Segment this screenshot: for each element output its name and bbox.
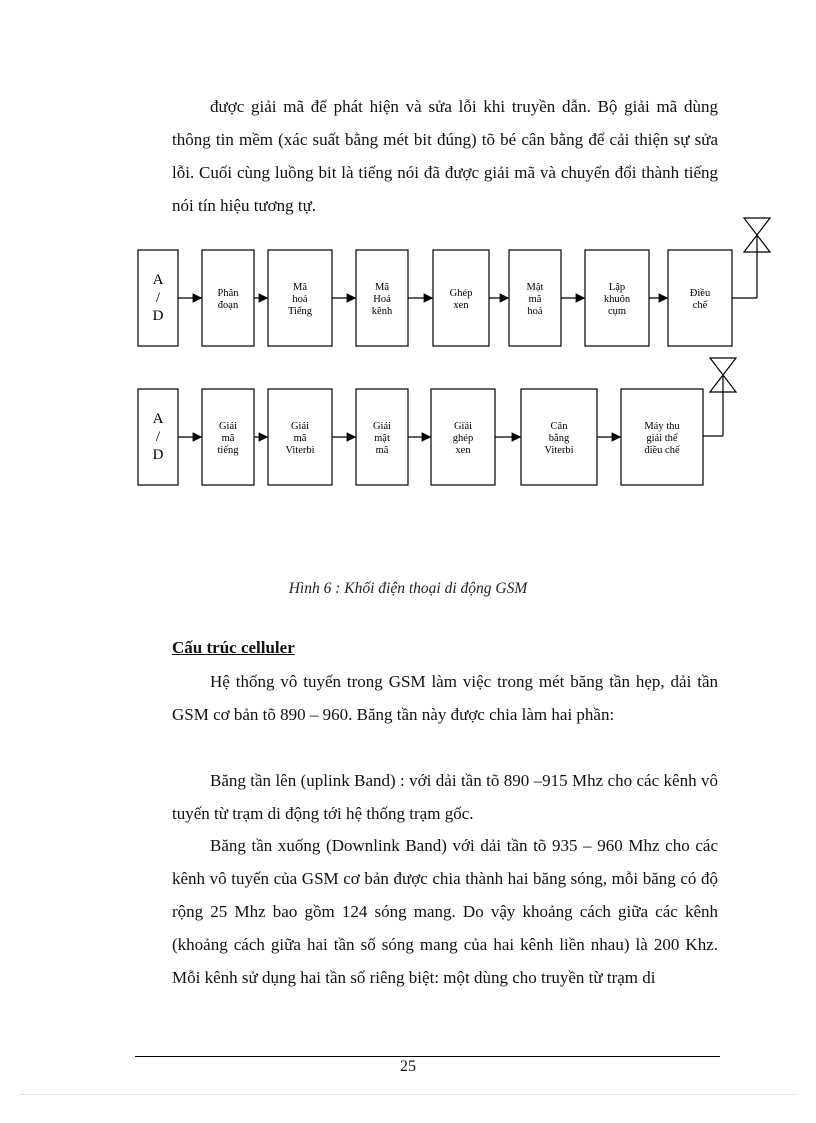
tx-block-1-label: A bbox=[152, 272, 164, 288]
rx-block-3-label: mã bbox=[293, 433, 307, 444]
tx-block-3-label: hoá bbox=[292, 294, 308, 305]
rx-block-5-label: Giải bbox=[453, 421, 473, 432]
receive-chain bbox=[138, 389, 703, 485]
rx-block-3-label: Giải bbox=[290, 421, 310, 432]
tx-block-8-label: Điều bbox=[689, 288, 711, 299]
rx-block-5-label: ghép bbox=[452, 433, 474, 444]
page-boundary bbox=[20, 1094, 796, 1095]
tx-block-3-label: Mã bbox=[293, 282, 307, 293]
paragraph-1: Hệ thống vô tuyến trong GSM làm việc trong mét băng tần hẹp, dải tần GSM cơ bản tõ 890 – 960. Băng tần này được chia làm hai phần: bbox=[172, 672, 718, 724]
tx-block-4-label: Mã bbox=[375, 282, 389, 293]
rx-block-3-label: Viterbi bbox=[285, 445, 315, 456]
rx-block-7-label: điều chế bbox=[644, 445, 680, 456]
tx-block-4-label: Hoá bbox=[373, 294, 391, 305]
tx-block-1-label: / bbox=[155, 290, 161, 306]
rx-antenna-icon bbox=[703, 358, 736, 436]
rx-block-4-label: mật bbox=[374, 433, 390, 444]
footer-divider bbox=[135, 1056, 720, 1057]
section-heading: Cấu trúc celluler bbox=[172, 638, 295, 657]
rx-block-1-label: D bbox=[152, 447, 164, 463]
page-number: 25 bbox=[400, 1058, 416, 1075]
tx-block-7-label: cụm bbox=[607, 306, 627, 317]
tx-antenna-icon bbox=[732, 218, 770, 298]
rx-block-7-label: giải thể bbox=[646, 433, 678, 444]
tx-block-8-label: chế bbox=[692, 300, 708, 311]
intro-line-3: bằng để cải thiện sự sửa lỗi. Cuối cùng luồng bit là tiếng nói đã bbox=[172, 130, 719, 182]
intro-line-2: mã dùng thông tin mềm (xác suất bằng mét bit đúng) tõ bé cân bbox=[172, 97, 718, 149]
tx-block-1-label: D bbox=[152, 308, 164, 324]
rx-block-2-label: Giải bbox=[218, 421, 238, 432]
rx-block-4-label: Giải bbox=[372, 421, 392, 432]
tx-block-4-label: kênh bbox=[371, 306, 393, 317]
paragraph-3: Băng tần xuống (Downlink Band) với dải tần tõ 935 – 960 Mhz cho các kênh vô tuyến của GSM cơ bản được chia thành hai băng sóng, mỗi băng có độ rộng 25 Mhz bao gồm 124 sóng mang. Do vậy khoảng cách giữa các kênh (khoảng cách giữa hai tần số sóng mang của hai kênh liền nhau) là 200 Khz. Mỗi kênh sử dụng hai tần số riêng biệt: một dùng cho truyền từ trạm di bbox=[172, 836, 718, 987]
intro-line-1: được giải mã để phát hiện và sửa lỗi khi truyền dẫn. Bộ giải bbox=[210, 97, 650, 116]
paragraph-2: Băng tần lên (uplink Band) : với dải tần tõ 890 –915 Mhz cho các kênh vô tuyến từ trạm di động tới hệ thống trạm gốc. bbox=[172, 771, 718, 823]
rx-block-6-label: Viterbi bbox=[544, 445, 574, 456]
rx-block-1-label: / bbox=[155, 429, 161, 445]
rx-block-6-label: Cân bbox=[550, 421, 568, 432]
intro-line-4: được giải mã và chuyển đổi thành tiếng nói tín hiệu tương tự. bbox=[172, 163, 718, 215]
tx-block-7-label: khuôn bbox=[603, 294, 631, 305]
rx-block-7-label: Máy thu bbox=[644, 421, 680, 432]
rx-block-4-label: mã bbox=[375, 445, 389, 456]
tx-block-7-label: Lập bbox=[608, 282, 626, 293]
tx-block-6-label: hoá bbox=[527, 306, 543, 317]
tx-block-2-label: Phân bbox=[217, 288, 239, 299]
rx-block-5-label: xen bbox=[455, 445, 471, 456]
tx-block-2-label: đoạn bbox=[217, 300, 239, 311]
transmit-chain bbox=[138, 250, 732, 346]
tx-block-5-label: xen bbox=[453, 300, 469, 311]
rx-block-2-label: mã bbox=[221, 433, 235, 444]
tx-block-3-label: Tiếng bbox=[287, 306, 313, 317]
gsm-block-diagram bbox=[0, 0, 816, 560]
rx-block-1-label: A bbox=[152, 411, 164, 427]
figure-caption: Hình 6 : Khối điện thoại di động GSM bbox=[288, 580, 528, 597]
tx-block-6-label: Mật bbox=[526, 282, 544, 293]
rx-block-6-label: bằng bbox=[548, 433, 570, 444]
tx-block-5-label: Ghép bbox=[449, 288, 473, 299]
rx-block-2-label: tiếng bbox=[217, 445, 239, 456]
tx-block-6-label: mã bbox=[528, 294, 542, 305]
